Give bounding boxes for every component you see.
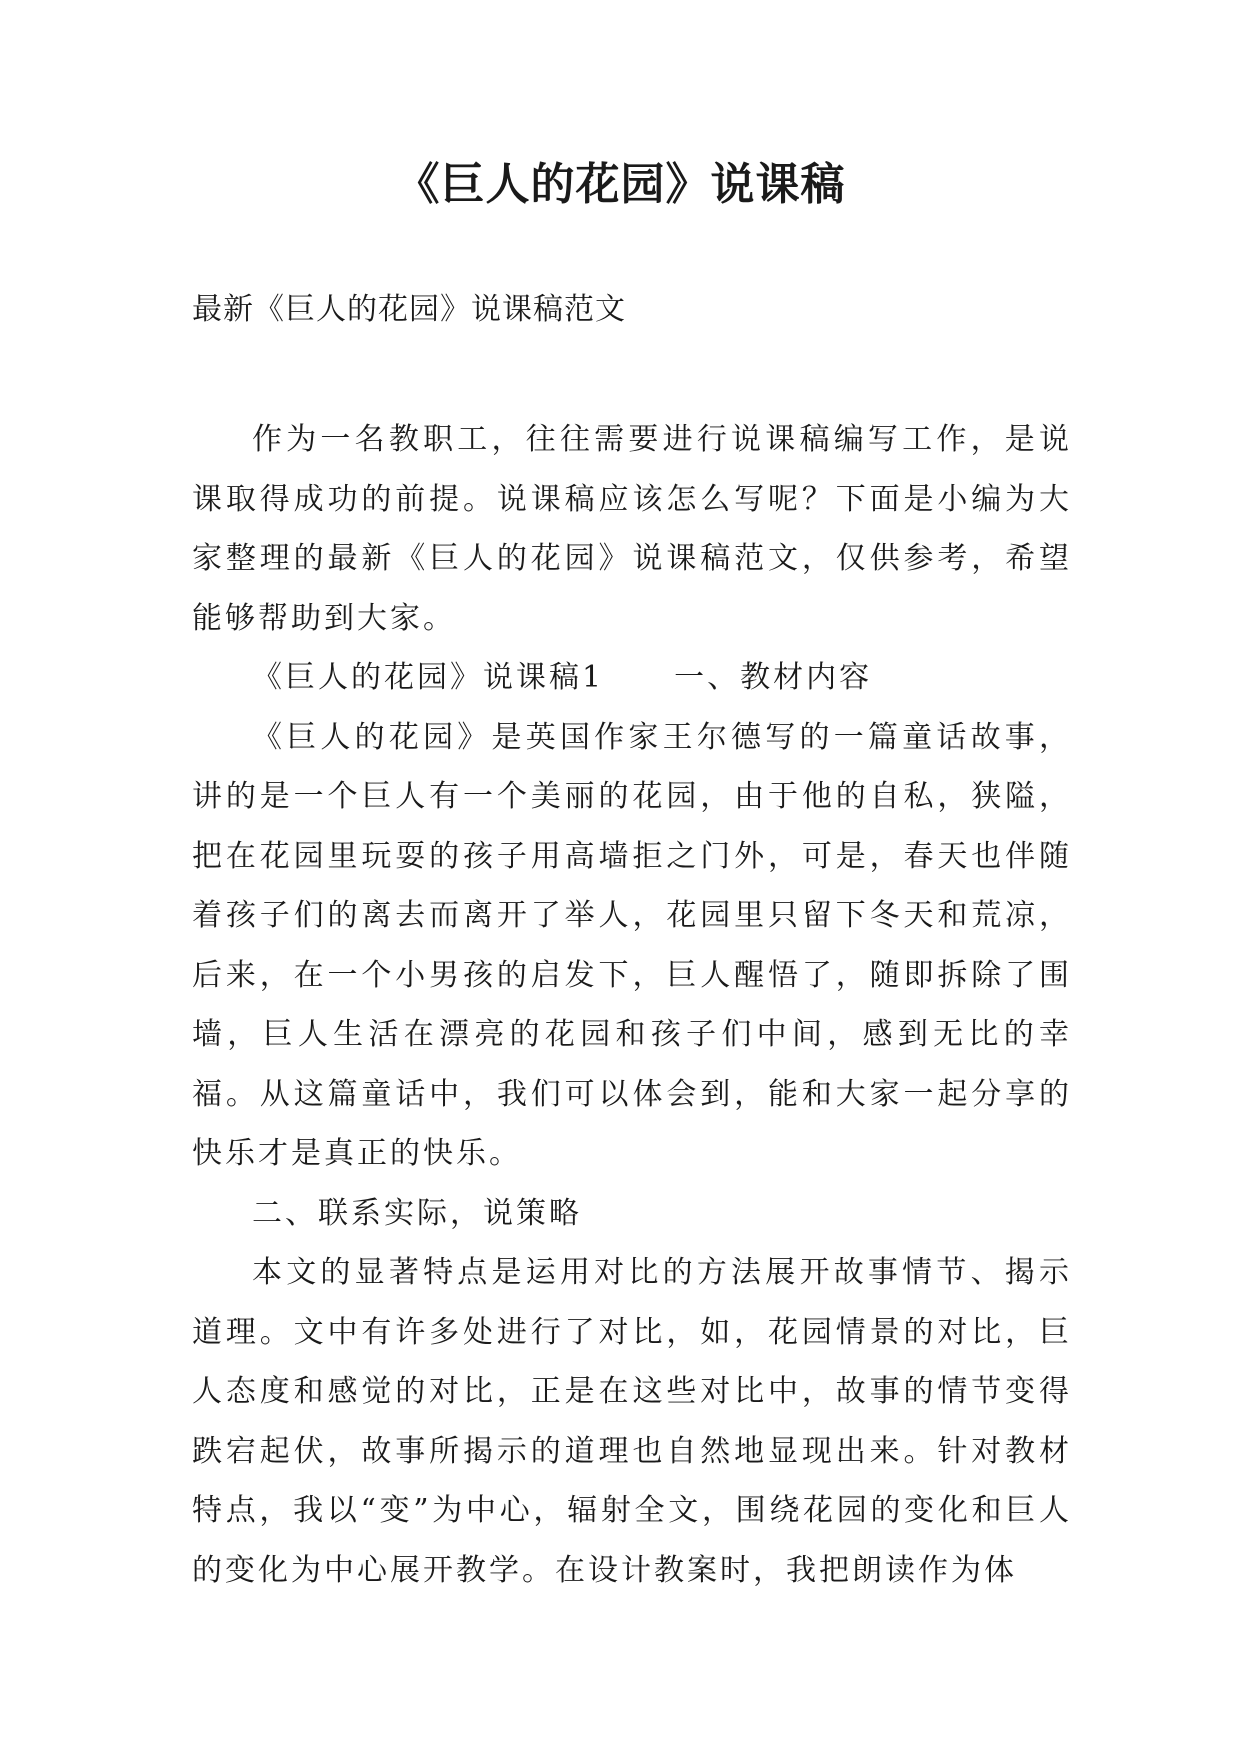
document-title: 《巨人的花园》说课稿 — [395, 159, 846, 210]
intro-paragraph: 作为一名教职工，往往需要进行说课稿编写工作，是说课取得成功的前提。说课稿应该怎么写呢？下面是小编为大家整理的最新《巨人的花园》说课稿范文，仅供参考，希望能够帮助到大家。 — [192, 422, 1072, 636]
section1-heading-line — [192, 648, 1072, 708]
paragraph-2: 本文的显著特点是运用对比的方法展开故事情节、揭示道理。文中有许多处进行了对比，如，花园情景的对比，巨人态度和感觉的对比，正是在这些对比中，故事的情节变得跌宕起伏，故事所揭示的道理也自然地显现出来。针对教材特点，我以“变”为中心，辐射全文，围绕花园的变化和巨人的变化为中心展开教学。在设计教案时，我把朗读作为体 — [192, 1255, 1072, 1588]
section1-title: 《巨人的花园》说课稿1 — [252, 660, 605, 695]
section1-heading: 一、教材内容 — [674, 660, 873, 695]
document-body — [192, 410, 1072, 1600]
document-subtitle: 最新《巨人的花园》说课稿范文 — [192, 292, 626, 327]
section2-heading: 二、联系实际，说策略 — [252, 1195, 582, 1231]
paragraph-1: 《巨人的花园》是英国作家王尔德写的一篇童话故事，讲的是一个巨人有一个美丽的花园，由于他的自私，狭隘，把在花园里玩耍的孩子用高墙拒之门外，可是，春天也伴随着孩子们的离去而离开了举人，花园里只留下冬天和荒凉，后来，在一个小男孩的启发下，巨人醒悟了，随即拆除了围墙，巨人生活在漂亮的花园和孩子们中间，感到无比的幸福。从这篇童话中，我们可以体会到，能和大家一起分享的快乐才是真正的快乐。 — [192, 719, 1072, 1171]
